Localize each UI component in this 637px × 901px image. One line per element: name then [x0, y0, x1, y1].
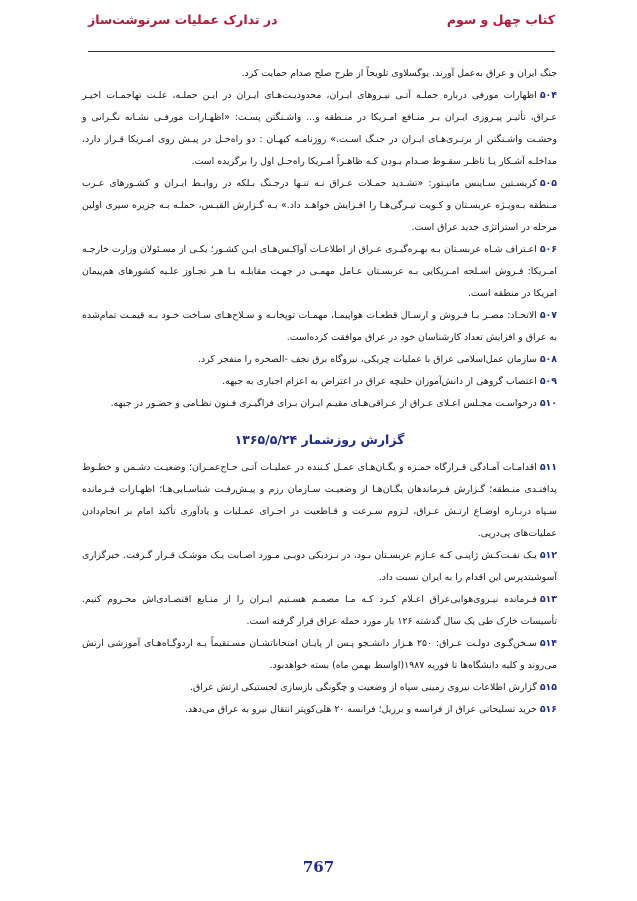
item-number: ۵۱۱	[539, 462, 557, 473]
item-number: ۵۰۷	[539, 310, 557, 321]
item-text: گزارش اطلاعات نیروی زمینی سپاه از وضعیت و چگونگی بازسازی لجستیکی ارتش عراق.	[190, 682, 537, 693]
item-number: ۵۰۶	[539, 244, 557, 255]
chronology-list-bottom	[82, 457, 557, 721]
header-divider	[88, 51, 555, 52]
item-text: جنگ ایران و عراق به‌عمل آورند. یوگسلاوی تلویحاً از طرح صلح صدام حمایت کرد.	[241, 68, 557, 79]
page-content	[82, 63, 557, 721]
item-text: کریسـتین سـاینس مانیـتور: «تشـدید حمـلات عـراق نـه تنـها درجـنگ بـلکه در روابـط ایـران و کشـورهای عـرب مـنطقه بـه‌ویـژه عربسـتان و کـویت تیـرگی‌هـا را افـزایش خواهـد داد.» بـه گـزارش القبـس، حملـه بـه جزیره سیری اولین مرحله در استراتژی جدید عراق است.	[82, 178, 557, 233]
list-item	[82, 85, 557, 173]
item-number: ۵۱۴	[539, 638, 557, 649]
list-item	[82, 349, 557, 371]
page-number: 767	[302, 858, 335, 876]
list-item	[82, 457, 557, 545]
list-item	[82, 699, 557, 721]
list-item	[82, 173, 557, 239]
list-item	[82, 393, 557, 415]
item-text: اعـتراف شـاه عربسـتان بـه بهـره‌گیـری عـراق از اطلاعـات آواکـس‌هـای ایـن کشـور؛ یکـی از مسـئولان وزارت خارجـه امـریکا: فـروش اسـلحه امـریکایی بـه عربسـتان عـامل مهمـی در جهـت مقابلـه بـا هـر تجـاوز علـیه کشورهای هم‌پیمان امریکا در منطقه است.	[82, 244, 557, 299]
item-text: فـرمانده نیـروی‌هوایی‌عراق اعـلام کـرد کـه مـا مصمـم هسـتیم ایـران را از منـابع اقتصـادی‌اش محـروم کنیم. تأسیسات خارک طی یک سال گذشته ۱۲۶ بار مورد حمله عراق قرار گرفته است.	[82, 594, 557, 627]
item-text: اعتصاب گروهی از دانش‌آموزان حلبچه عراق در اعتراض به اعزام اجباری به جبهه.	[222, 376, 537, 387]
list-item	[82, 239, 557, 305]
item-text: درخواسـت مجـلس اعـلای عـراق از عـراقی‌هـای مقیـم ایـران بـرای فراگیـری فـنون نظـامی و حضـور در جبهه.	[110, 398, 537, 409]
item-number: ۵۱۳	[539, 594, 557, 605]
item-text: سـخن‌گـوی دولـت عـراق: ۲۵۰ هـزار دانشـجو پـس از پایـان امتحاناتشـان مسـتقیماً بـه اردوگـاه‌هـای آموزشی ارتش می‌روند و کلیه دانشگاه‌ها تا فوریه ۱۹۸۷(اواسط بهمن ماه) بسته خواهد‌بود.	[82, 638, 557, 671]
section-title: در تدارک عملیات سرنوشت‌ساز	[88, 12, 278, 27]
item-text: اقدامـات آمـادگی قـرارگاه حمـزه و یگـان‌هـای عمـل کـننده در عملیـات آتـی حـاج‌عمـران؛ وضعیـت دشـمن و خطـوط پدافنـدی منـطقه؛ گـزارش فـرماندهان یگـان‌هـا از وضعیـت سـازمان رزم و پیـش‌رفـت شناسـایی‌هـا؛ اظهـارات فـرمانده سـپاه دربـاره اوضـاع ارتـش عـراق، لـزوم سـرعت و قـاطعیت در اجـرای عمـلیات و یادآوری تأکید امام بر انجام‌دادن عملیات‌های پی‌درپی.	[82, 462, 557, 539]
item-text: خرید تسلیحاتی عراق از فرانسه و برزیل؛ فرانسه ۲۰ هلی‌کوپتر انتقال نیرو به عراق می‌دهد.	[184, 704, 537, 715]
report-heading: گزارش روزشمار ۱۳۶۵/۵/۲۴	[234, 432, 405, 447]
list-item	[82, 633, 557, 677]
book-title: کتاب چهل و سوم	[446, 12, 555, 27]
item-text: یـک نفـت‌کـش ژاپنـی کـه عـازم عربسـتان بـود، در نـزدیکی دوبـی مـورد اصـابت یـک موشـک قـرار گـرفت. خبرگزاری آسوشیتدپرس این اقدام را به ایران نسبت داد.	[82, 550, 557, 583]
chronology-list-top	[82, 63, 557, 415]
list-item	[82, 63, 557, 85]
list-item	[82, 677, 557, 699]
page-header	[88, 10, 555, 34]
item-number: ۵۰۵	[539, 178, 557, 189]
item-text: اظهارات مورفی درباره حملـه آتـی نیـروهای ایـران، محدودیـت‌هـای ایـران در ایـن حملـه، علـت تهاجمـات اخیـر عـراق، تأثیـر پیـروزی ایـران بـر منـافع امـریکا در منـطقه و... واشـنگتن پسـت: «اظهـارات مورفـی نشـانه نگـرانی و وحشـت واشـنگتن از برتـری‌هـای ایـران در جنـگ اسـت.» روزنامـه کیهـان : دو راه‌حـل در پیـش روی امـریکا قـرار دارد، مداخلـه آشـکار یـا ناظـر سقـوط صـدام بـودن کـه ظاهـراً امـریکا راه‌حـل اول را برگزیده است.	[82, 90, 557, 167]
item-text: سازمان عمل‌اسلامی عراق با عملیات چریکی، نیروگاه برق نجف -الصخره را منفجر کرد.	[198, 354, 537, 365]
item-text: الاتحـاد: مصـر بـا فـروش و ارسـال قطعـات هواپیمـا، مهمـات توپخانـه و سـلاح‌هـای سـاخت خـود بـه قیمـت تمام‌شده به عراق و افزایش تعداد کارشناسان خود در عراق موافقت کرده‌است.	[82, 310, 557, 343]
item-number: ۵۰۸	[539, 354, 557, 365]
item-number: ۵۰۴	[539, 90, 557, 101]
list-item	[82, 545, 557, 589]
list-item	[82, 305, 557, 349]
item-number: ۵۱۵	[539, 682, 557, 693]
list-item	[82, 589, 557, 633]
item-number: ۵۱۰	[539, 398, 557, 409]
item-number: ۵۰۹	[539, 376, 557, 387]
item-number: ۵۱۲	[539, 550, 557, 561]
list-item	[82, 371, 557, 393]
item-number: ۵۱۶	[539, 704, 557, 715]
